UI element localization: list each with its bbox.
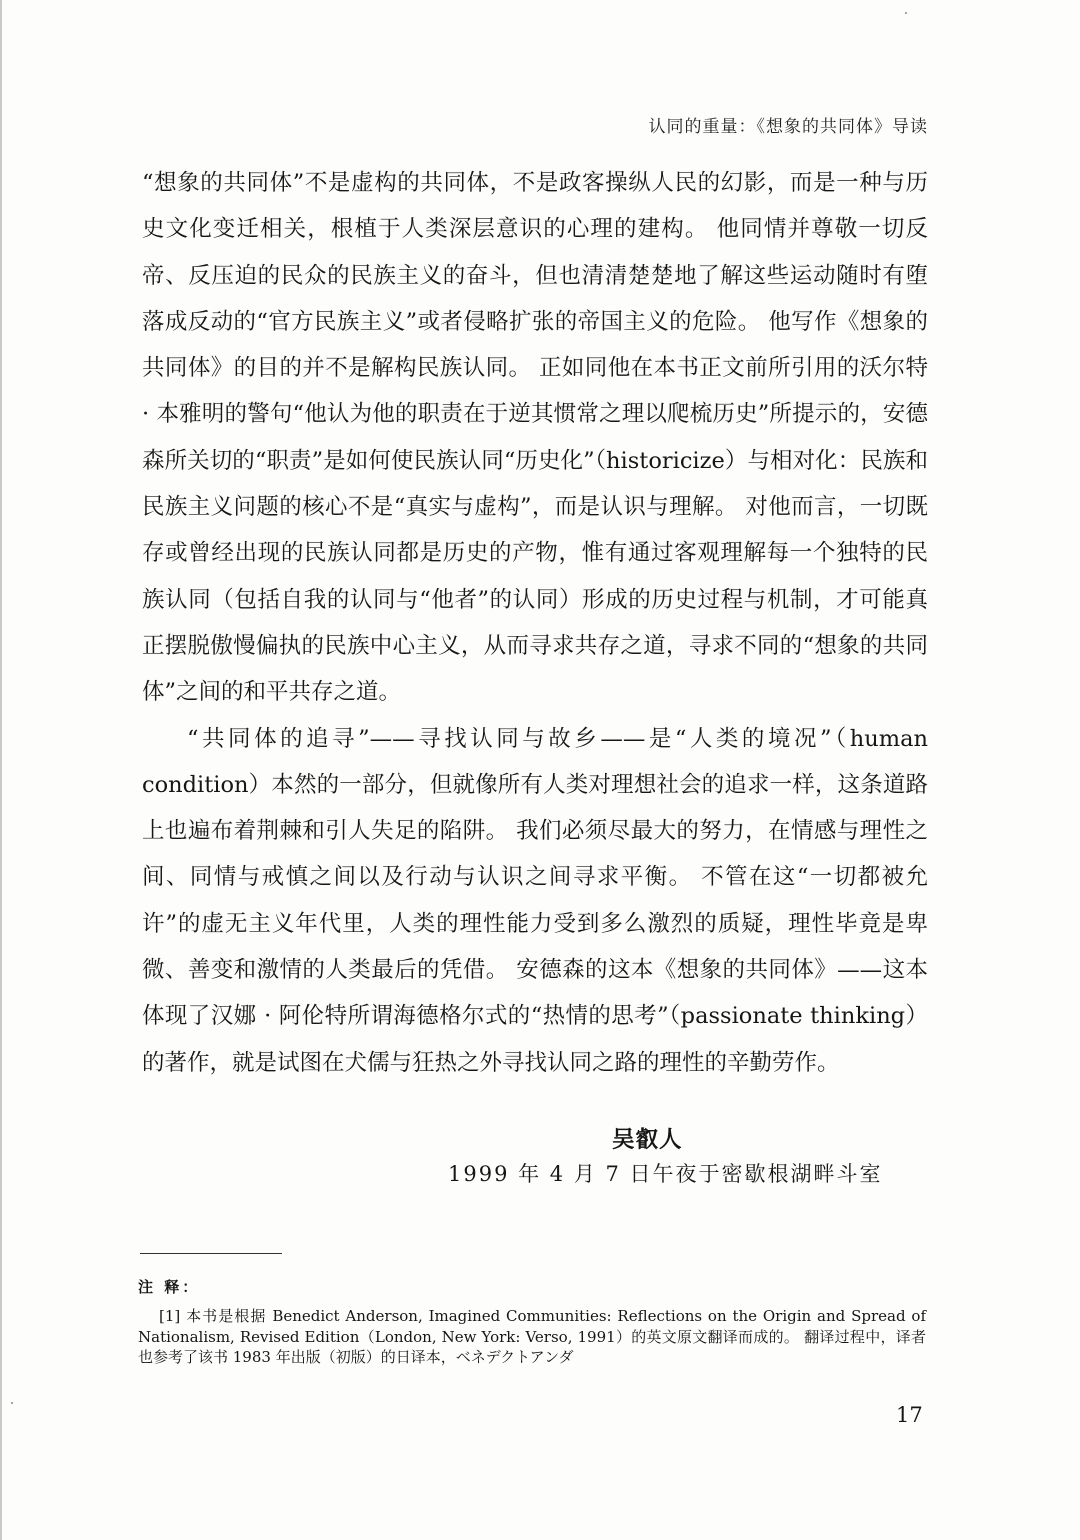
footnote-1: [1] 本书是根据 Benedict Anderson, Imagined Communities: Reflections on the Origin and Spread of Nationalism, Revised Edition（London, New York: Verso, 1991）的英文原文翻译而成的。 翻译过程中，译者也参考了该书 1983 年出版（初版）的日译本，ベネデクトアンダ (138, 1307, 926, 1366)
notes-heading: 注 释： (138, 1278, 201, 1296)
footnote-divider (140, 1253, 282, 1254)
page-edge-shadow (0, 0, 2, 1540)
scan-speck (905, 12, 907, 14)
paragraph-2: “共同体的追寻”——寻找认同与故乡——是“人类的境况”（human condition）本然的一部分，但就像所有人类对理想社会的追求一样，这条道路上也遍布着荆棘和引人失足的陷阱。 我们必须尽最大的努力，在情感与理性之间、同情与戒慎之间以及行动与认识之间寻求平衡。 不管在这“一切都被允许”的虚无主义年代里，人类的理性能力受到多么激烈的质疑，理性毕竟是卑微、善变和激情的人类最后的凭借。 安德森的这本《想象的共同体》——这本体现了汉娜 · 阿伦特所谓海德格尔式的“热情的思考”（passionate thinking）的著作，就是试图在犬儒与狂热之外寻找认同之路的理性的辛勤劳作。 (142, 725, 928, 1076)
scan-speck (11, 1402, 13, 1404)
author-signature: 吴叡人 (612, 1127, 683, 1153)
page-number: 17 (896, 1403, 923, 1427)
date-line: 1999 年 4 月 7 日午夜于密歇根湖畔斗室 (448, 1162, 883, 1186)
running-head: 认同的重量：《想象的共同体》导读 (648, 117, 928, 137)
body-text (142, 160, 928, 1086)
paragraph-1: “想象的共同体”不是虚构的共同体，不是政客操纵人民的幻影，而是一种与历史文化变迁相关，根植于人类深层意识的心理的建构。 他同情并尊敬一切反帝、反压迫的民众的民族主义的奋斗，但也清清楚楚地了解这些运动随时有堕落成反动的“官方民族主义”或者侵略扩张的帝国主义的危险。 他写作《想象的共同体》的目的并不是解构民族认同。 正如同他在本书正文前所引用的沃尔特 · 本雅明的警句“他认为他的职责在于逆其惯常之理以爬梳历史”所提示的，安德森所关切的“职责”是如何使民族认同“历史化”（historicize）与相对化：民族和民族主义问题的核心不是“真实与虚构”，而是认识与理解。 对他而言，一切既存或曾经出现的民族认同都是历史的产物，惟有通过客观理解每一个独特的民族认同（包括自我的认同与“他者”的认同）形成的历史过程与机制，才可能真正摆脱傲慢偏执的民族中心主义，从而寻求共存之道，寻求不同的“想象的共同体”之间的和平共存之道。 (142, 170, 928, 706)
